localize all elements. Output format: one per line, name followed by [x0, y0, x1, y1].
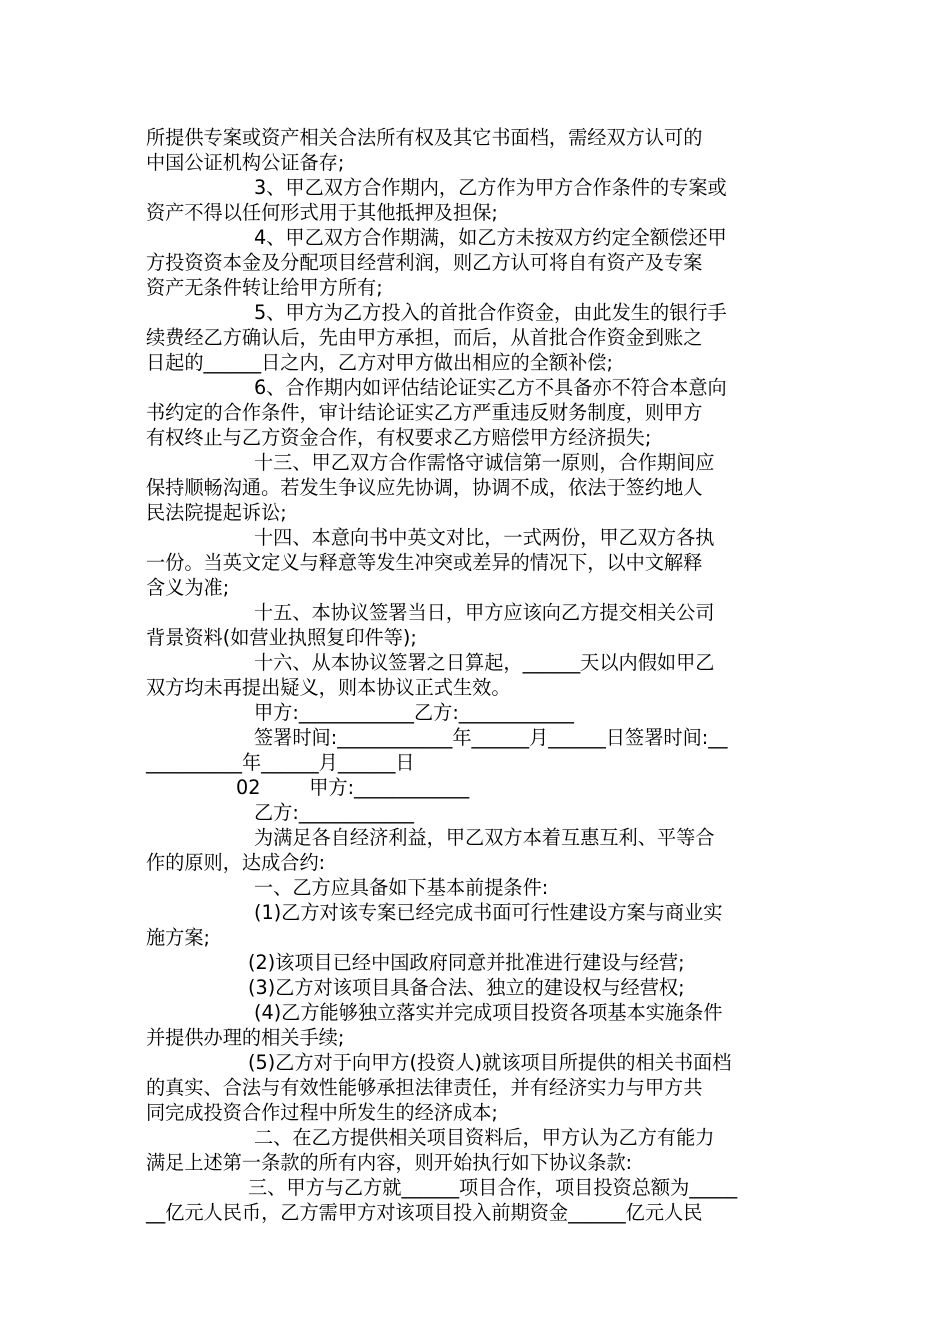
text-line: 续费经乙方确认后，先由甲方承担，而后，从首批合作资金到账之 [146, 326, 703, 349]
signature-line: 乙方:____________ [254, 801, 414, 824]
text-line: 十六、从本协议签署之日算起，______天以内假如甲乙 [254, 651, 715, 674]
text-line: 十四、本意向书中英文对比，一式两份，甲乙双方各执 [254, 526, 715, 549]
text-line: 4、甲乙双方合作期满，如乙方未按双方约定全额偿还甲 [254, 226, 727, 249]
text-line: 3、甲乙双方合作期内，乙方作为甲方合作条件的专案或 [254, 176, 727, 199]
text-line: 日起的______日之内，乙方对甲方做出相应的全额补偿; [146, 351, 613, 374]
text-line: (4)乙方能够独立落实并完成项目投资各项基本实施条件 [254, 1001, 723, 1024]
text-line: 三、甲方与乙方就______项目合作，项目投资总额为_____ [248, 1176, 738, 1199]
text-line: 所提供专案或资产相关合法所有权及其它书面档，需经双方认可的 [146, 126, 703, 149]
text-line: 资产不得以任何形式用于其他抵押及担保; [146, 201, 498, 224]
text-line: 施方案; [146, 926, 211, 949]
text-line: 满足上述第一条款的所有内容，则开始执行如下协议条款: [146, 1151, 633, 1174]
text-line: 的真实、合法与有效性能够承担法律责任，并有经济实力与甲方共 [146, 1076, 703, 1099]
text-line: 方投资资本金及分配项目经营利润，则乙方认可将自有资产及专案 [146, 251, 703, 274]
signature-line: 甲方:____________乙方:____________ [254, 701, 574, 724]
text-line: 十五、本协议签署当日，甲方应该向乙方提交相关公司 [254, 601, 715, 624]
text-line: 并提供办理的相关手续; [146, 1026, 345, 1049]
text-line: (2)该项目已经中国政府同意并批准进行建设与经营; [248, 951, 685, 974]
text-line: (5)乙方对于向甲方(投资人)就该项目所提供的相关书面档 [248, 1051, 732, 1074]
text-line: __亿元人民币，乙方需甲方对该项目投入前期资金______亿元人民 [146, 1201, 703, 1224]
signature-line: __________年______月______日 [146, 751, 415, 774]
text-line: 中国公证机构公证备存; [146, 151, 345, 174]
text-line: 背景资料(如营业执照复印件等); [146, 626, 417, 649]
text-line: (1)乙方对该专案已经完成书面可行性建设方案与商业实 [254, 901, 723, 924]
text-line: 为满足各自经济利益，甲乙双方本着互惠互利、平等合 [254, 826, 715, 849]
text-line: 一份。当英文定义与释意等发生冲突或差异的情况下，以中文解释 [146, 551, 703, 574]
text-line: 双方均未再提出疑义，则本协议正式生效。 [146, 676, 511, 699]
text-line: 有权终止与乙方资金合作，有权要求乙方赔偿甲方经济损失; [146, 426, 652, 449]
text-line: 书约定的合作条件，审计结论证实乙方严重违反财务制度，则甲方 [146, 401, 703, 424]
text-line: 含义为准; [146, 576, 230, 599]
signature-line: 签署时间:____________年______月______日签署时间:__ [254, 726, 728, 749]
text-line: 民法院提起诉讼; [146, 501, 287, 524]
text-line: 同完成投资合作过程中所发生的经济成本; [146, 1101, 498, 1124]
text-line: (3)乙方对该项目具备合法、独立的建设权与经营权; [248, 976, 685, 999]
section-heading: 02 甲方:____________ [236, 776, 470, 799]
text-line: 保持顺畅沟通。若发生争议应先协调，协调不成，依法于签约地人 [146, 476, 703, 499]
text-line: 资产无条件转让给甲方所有; [146, 276, 383, 299]
text-line: 6、合作期内如评估结论证实乙方不具备亦不符合本意向 [254, 376, 727, 399]
text-line: 一、乙方应具备如下基本前提条件: [254, 876, 549, 899]
text-line: 十三、甲乙双方合作需恪守诚信第一原则，合作期间应 [254, 451, 715, 474]
text-line: 作的原则，达成合约: [146, 851, 326, 874]
text-line: 5、甲方为乙方投入的首批合作资金，由此发生的银行手 [254, 301, 727, 324]
text-line: 二、在乙方提供相关项目资料后，甲方认为乙方有能力 [254, 1126, 715, 1149]
